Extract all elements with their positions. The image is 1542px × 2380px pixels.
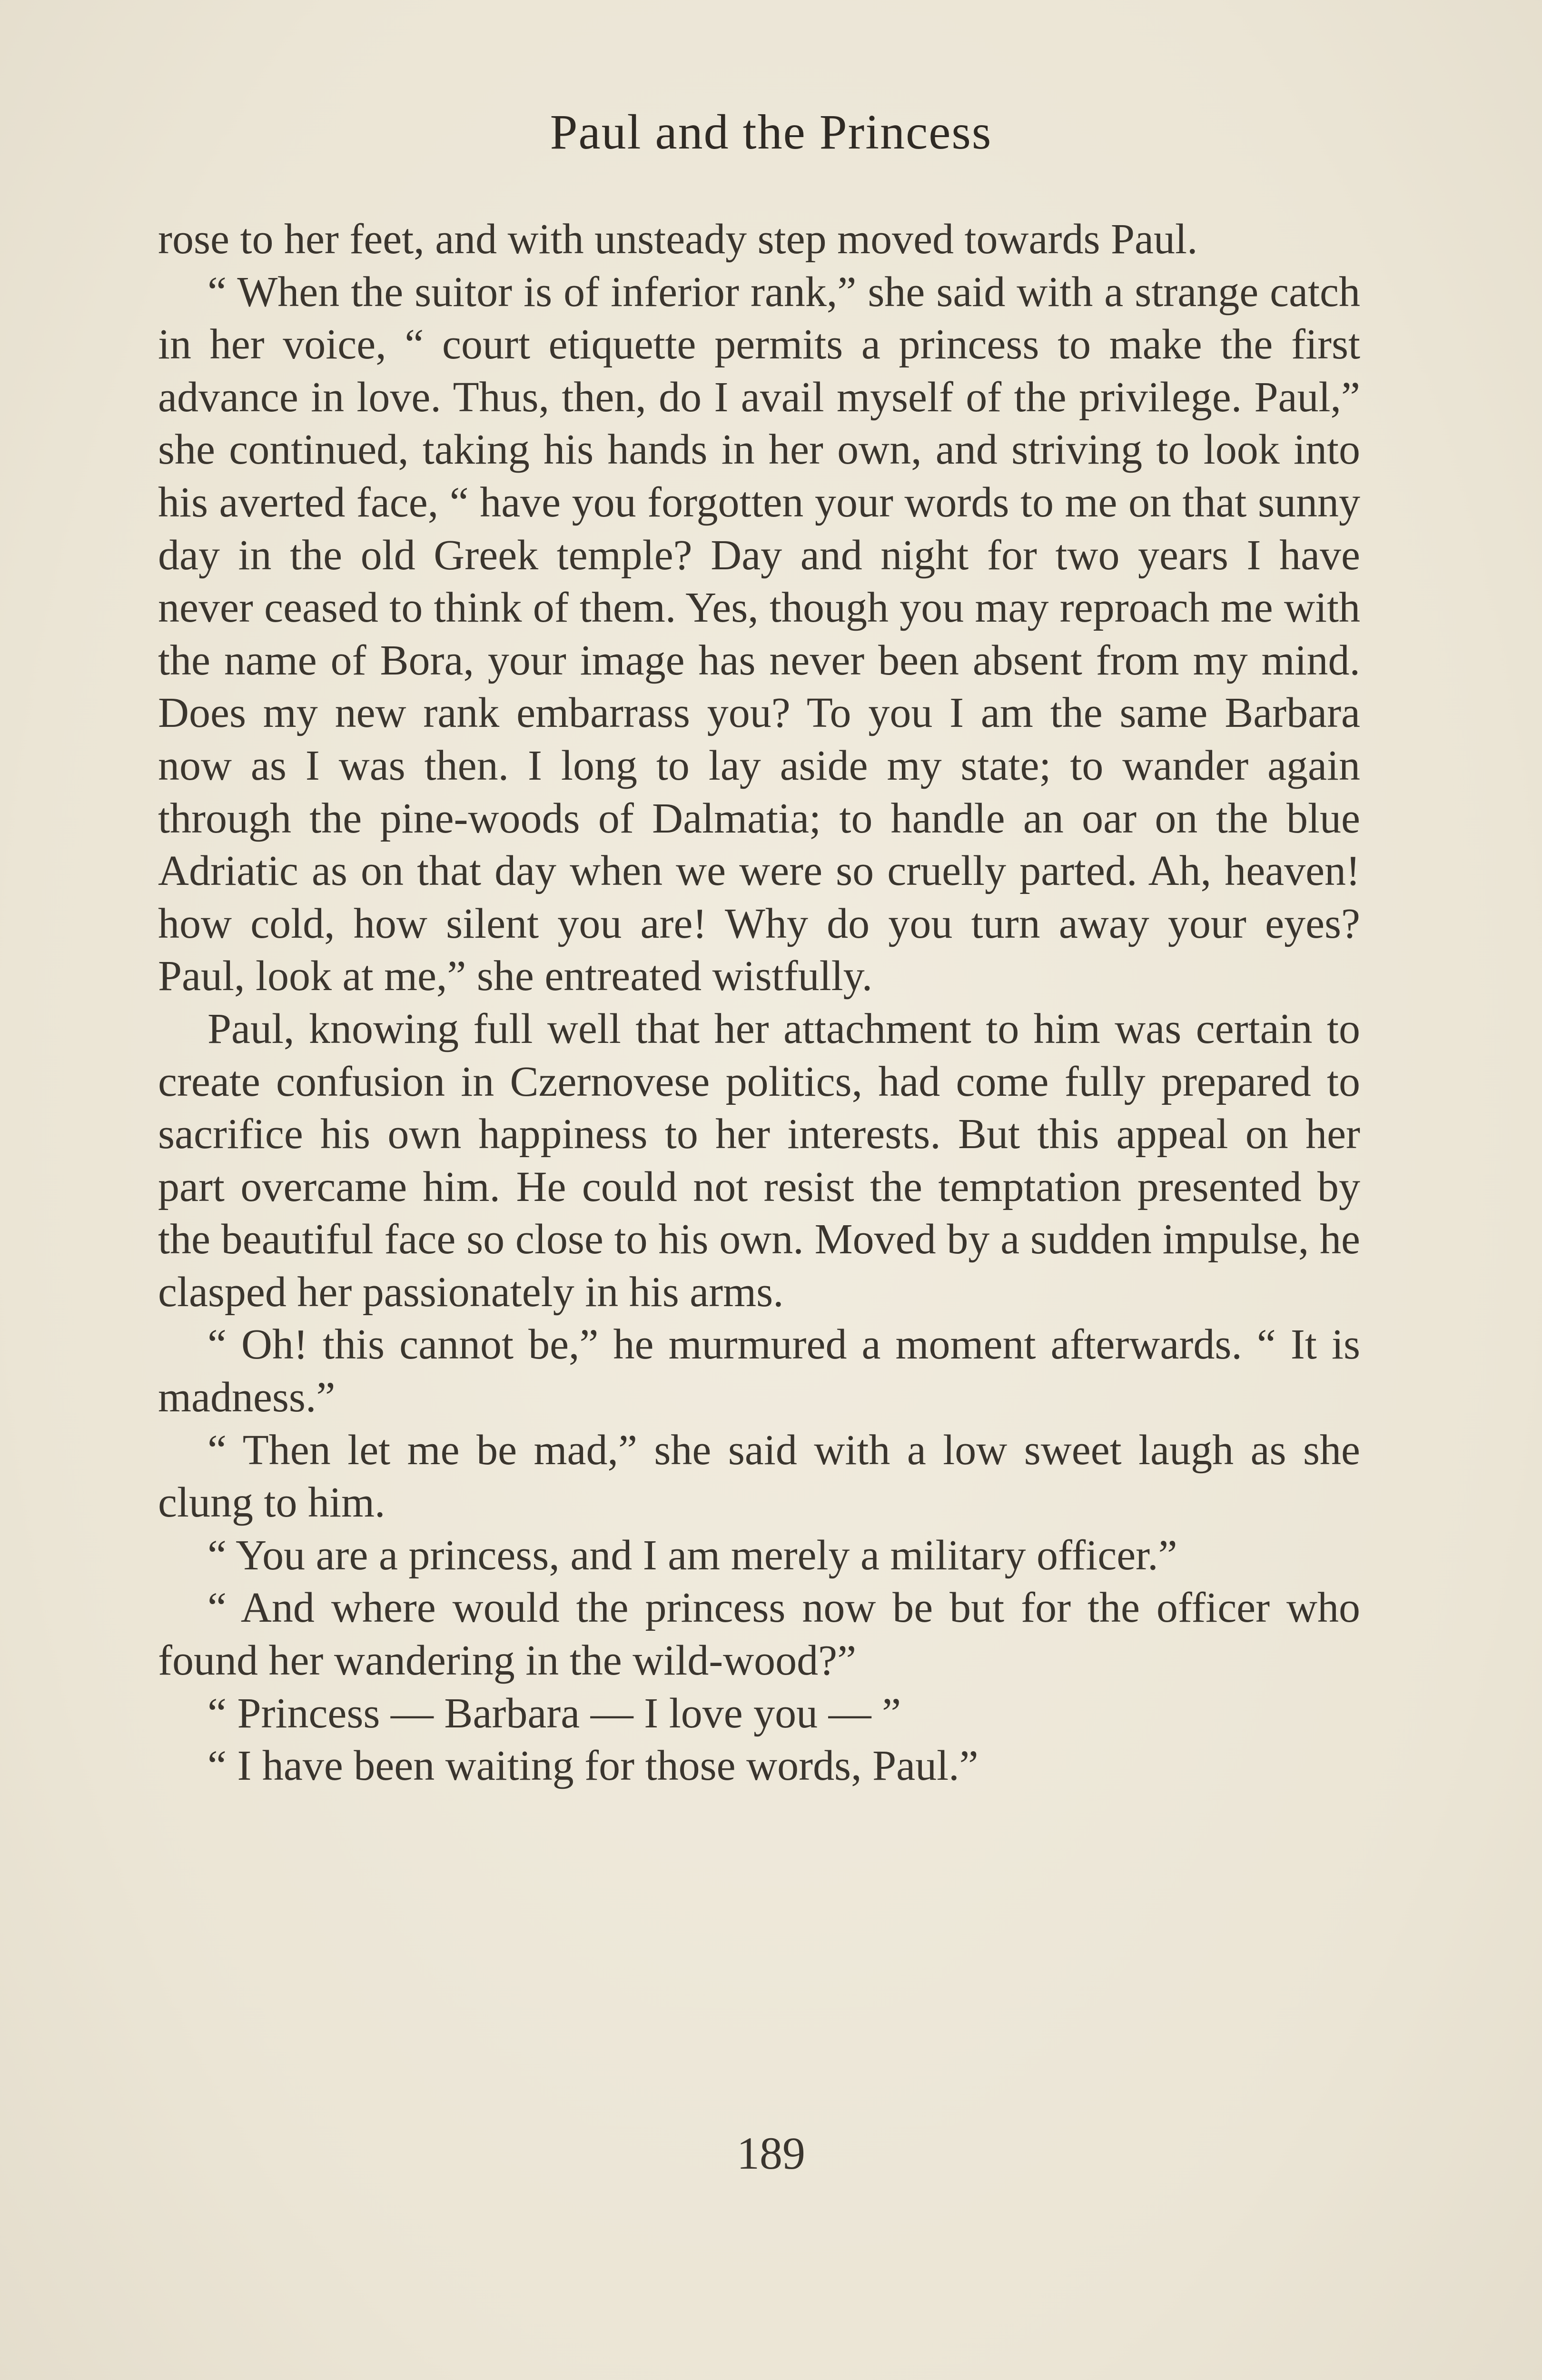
paragraph: “ Princess — Barbara — I love you — ” (208, 1689, 901, 1737)
paragraph: “ When the suitor is of inferior rank,” she said with a strange catch in her voice, “ court etiquette permits a princess to make the first advance in love. Thus, then, do I avail myself of the privilege. Paul,” she continued, taking his hands in her own, and striving to look into his averted face, “ have you forgotten your words to me on that sunny day in the old Greek temple? Day and night for two years I have never ceased to think of them. Yes, though you may reproach me with the name of Bora, your image has never been absent from my mind. Does my new rank embarrass you? To you I am the same Barbara now as I was then. I long to lay aside my state; to wander again through the pine-woods of Dalmatia; to handle an oar on the blue Adriatic as on that day when we were so cruelly parted. Ah, heaven! how cold, how silent you are! Why do you turn away your eyes? Paul, look at me,” she entreated wistfully. (158, 268, 1360, 1000)
paragraph: Paul, knowing full well that her attachment to him was certain to create confusion in Czernovese politics, had come fully prepared to sacrifice his own happiness to her interests. But this appeal on her part overcame him. He could not resist the temptation presented by the beautiful face so close to his own. Moved by a sudden impulse, he clasped her passionately in his arms. (158, 1005, 1360, 1316)
paragraph: rose to her feet, and with unsteady step moved towards Paul. (158, 216, 1198, 263)
page-number: 189 (737, 2128, 805, 2179)
paragraph: “ Then let me be mad,” she said with a low sweet laugh as she clung to him. (158, 1426, 1360, 1527)
body-text (158, 213, 1360, 1793)
paragraph: “ You are a princess, and I am merely a military officer.” (208, 1531, 1177, 1579)
paragraph: “ And where would the princess now be but for the officer who found her wandering in the wild-wood?” (158, 1584, 1360, 1685)
paragraph: “ I have been waiting for those words, Paul.” (208, 1742, 979, 1790)
running-head: Paul and the Princess (550, 105, 992, 159)
paragraph: “ Oh! this cannot be,” he murmured a moment afterwards. “ It is madness.” (158, 1321, 1360, 1421)
